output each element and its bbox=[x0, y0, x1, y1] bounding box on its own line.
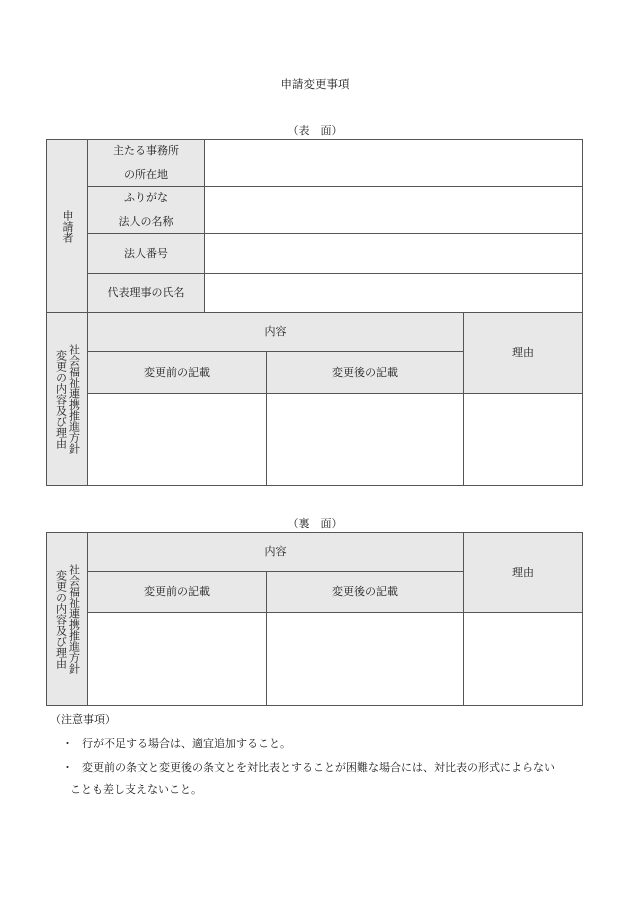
front-reason-header-label: 理由 bbox=[512, 346, 534, 359]
front-changes-side-label-line1: 社会福祉連携推進方針 bbox=[67, 344, 81, 454]
representative-name-label: 代表理事の氏名 bbox=[107, 286, 185, 299]
office-address-label-cell bbox=[87, 139, 205, 187]
back-before-header bbox=[87, 571, 267, 613]
office-address-label-line1: 主たる事務所 bbox=[113, 144, 179, 157]
note-bullet: ・ bbox=[62, 761, 73, 774]
furigana-label: ふりがな bbox=[124, 191, 168, 204]
back-content-header bbox=[87, 532, 464, 572]
front-before-header-label: 変更前の記載 bbox=[144, 365, 210, 379]
note-item: 変更前の条文と変更後の条文とを対比表とすることが困難な場合には、対比表の形式によらない bbox=[82, 761, 555, 774]
front-changes-side-label-line2: 変更の内容及び理由 bbox=[54, 349, 68, 449]
note-bullet: ・ bbox=[62, 737, 73, 750]
front-content-header-label: 内容 bbox=[264, 325, 287, 338]
front-reason-header bbox=[463, 312, 583, 394]
representative-name-label-cell bbox=[87, 273, 205, 313]
back-reason-header-label: 理由 bbox=[512, 565, 534, 579]
applicant-side-cell bbox=[46, 139, 88, 313]
notes-heading: （注意事項） bbox=[50, 713, 116, 726]
back-reason-header bbox=[463, 532, 583, 613]
front-after-header bbox=[266, 351, 464, 394]
back-side-label: （裏 面） bbox=[287, 517, 343, 530]
back-reason-field[interactable] bbox=[463, 612, 583, 706]
back-changes-side-label-line2: 変更の内容及び理由 bbox=[54, 569, 68, 669]
corporate-number-label: 法人番号 bbox=[124, 246, 168, 260]
back-before-header-label: 変更前の記載 bbox=[144, 585, 210, 598]
front-reason-field[interactable] bbox=[463, 393, 583, 486]
corporate-number-field[interactable] bbox=[204, 233, 583, 274]
note-item: 行が不足する場合は、適宜追加すること。 bbox=[82, 737, 291, 750]
representative-name-field[interactable] bbox=[204, 273, 583, 313]
office-address-field[interactable] bbox=[204, 139, 583, 187]
corporate-number-label-cell bbox=[87, 233, 205, 274]
applicant-side-label: 申請者 bbox=[61, 209, 74, 243]
front-changes-side-cell bbox=[46, 312, 88, 486]
back-after-field[interactable] bbox=[266, 612, 464, 706]
back-changes-side-label-line1: 社会福祉連携推進方針 bbox=[67, 564, 81, 674]
back-after-header bbox=[266, 571, 464, 613]
front-side-label: （表 面） bbox=[287, 124, 343, 137]
front-before-field[interactable] bbox=[87, 393, 267, 486]
front-content-header bbox=[87, 312, 464, 352]
corporation-name-field[interactable] bbox=[204, 186, 583, 234]
office-address-label-line2: の所在地 bbox=[124, 168, 168, 181]
back-after-header-label: 変更後の記載 bbox=[332, 585, 398, 598]
front-after-header-label: 変更後の記載 bbox=[332, 365, 398, 379]
front-before-header bbox=[87, 351, 267, 394]
front-after-field[interactable] bbox=[266, 393, 464, 486]
back-before-field[interactable] bbox=[87, 612, 267, 706]
corporation-name-label-cell bbox=[87, 186, 205, 234]
note-item-continuation: ことも差し支えないこと。 bbox=[70, 783, 202, 796]
corporation-name-label: 法人の名称 bbox=[118, 215, 174, 228]
page-title: 申請変更事項 bbox=[280, 77, 350, 91]
back-changes-side-cell bbox=[46, 532, 88, 706]
back-content-header-label: 内容 bbox=[264, 545, 287, 558]
